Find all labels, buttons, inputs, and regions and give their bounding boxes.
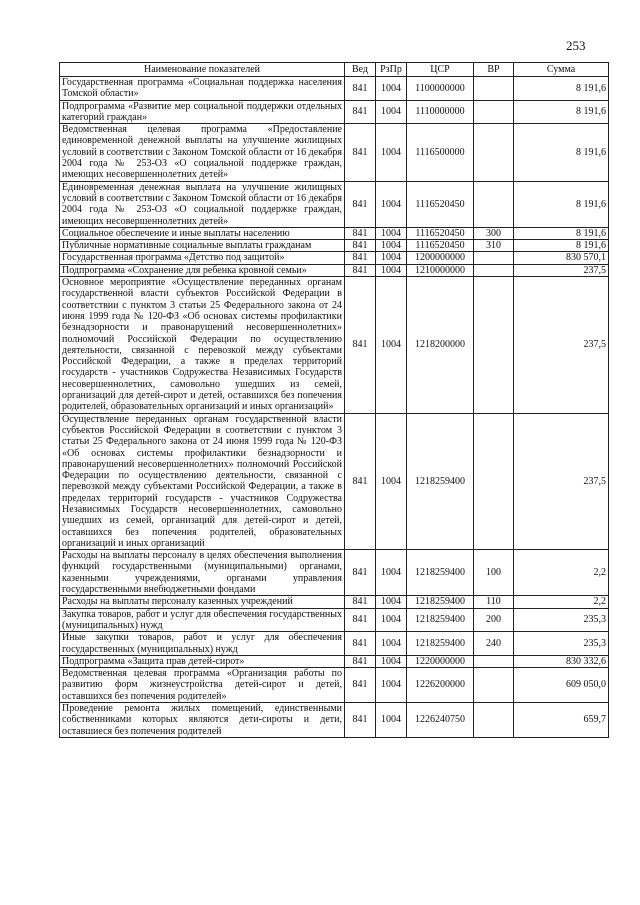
cell-vr: 310 [474,240,514,252]
cell-ved: 841 [345,181,376,227]
cell-csr: 1200000000 [407,252,474,264]
cell-ved: 841 [345,227,376,239]
table-row [60,703,609,738]
cell-vr [474,655,514,667]
table-row [60,668,609,703]
cell-csr: 1218259400 [407,550,474,596]
budget-table [59,62,609,738]
cell-rzpr: 1004 [376,77,407,101]
cell-sum: 8 191,6 [514,240,609,252]
cell-name: Государственная программа «Детство под защитой» [60,252,345,264]
cell-sum: 2,2 [514,550,609,596]
cell-rzpr: 1004 [376,264,407,276]
table-row [60,550,609,596]
cell-vr [474,264,514,276]
cell-name: Расходы на выплаты персоналу в целях обеспечения выполнения функций государственными (муниципальными) органами, казенными учреждениями, органами управления государственными внебюджетными фондами [60,550,345,596]
cell-name: Закупка товаров, работ и услуг для обеспечения государственных (муниципальных) нужд [60,608,345,632]
cell-name: Проведение ремонта жилых помещений, единственными собственниками которых являются дети-сироты и дети, оставшиеся без попечения родителей [60,703,345,738]
page-number: 253 [566,38,586,53]
cell-vr: 300 [474,227,514,239]
cell-name: Подпрограмма «Сохранение для ребенка кровной семьи» [60,264,345,276]
cell-csr: 1226200000 [407,668,474,703]
cell-rzpr: 1004 [376,608,407,632]
cell-ved: 841 [345,703,376,738]
cell-sum: 8 191,6 [514,227,609,239]
cell-rzpr: 1004 [376,632,407,656]
cell-sum: 237,5 [514,413,609,550]
table-row [60,77,609,101]
cell-name: Государственная программа «Социальная поддержка населения Томской области» [60,77,345,101]
cell-csr: 1218259400 [407,632,474,656]
column-header-rzpr: РзПр [376,63,407,77]
cell-ved: 841 [345,252,376,264]
cell-sum: 8 191,6 [514,124,609,181]
table-row [60,124,609,181]
cell-vr [474,124,514,181]
table-row [60,608,609,632]
cell-ved: 841 [345,632,376,656]
column-header-sum: Сумма [514,63,609,77]
table-row [60,240,609,252]
cell-vr: 100 [474,550,514,596]
cell-vr [474,277,514,414]
cell-ved: 841 [345,240,376,252]
table-row [60,227,609,239]
cell-name: Осуществление переданных органам государственной власти субъектов Российской Федерации в соответствии с пунктом 3 статьи 25 Федерального закона от 24 июня 1999 года № 120-ФЗ «Об основах системы профилактики безнадзорности и правонарушений несовершеннолетних» полномочий Российской Федерации по осуществлению деятельности, связанной с перевозкой между субъектами Российской Федерации, а также в пределах территорий государств - участников Содружества Независимых Государств несовершеннолетних, самовольно ушедших из семей, организаций для детей-сирот и детей, оставшихся без попечения родителей, образовательных организаций и иных организаций [60,413,345,550]
cell-vr [474,703,514,738]
cell-sum: 235,3 [514,632,609,656]
table-body [60,77,609,738]
cell-sum: 830 332,6 [514,655,609,667]
table-row [60,277,609,414]
table-row [60,264,609,276]
cell-ved: 841 [345,655,376,667]
cell-csr: 1218259400 [407,608,474,632]
cell-csr: 1218259400 [407,596,474,608]
table-row [60,181,609,227]
cell-csr: 1226240750 [407,703,474,738]
cell-vr [474,252,514,264]
cell-name: Подпрограмма «Развитие мер социальной поддержки отдельных категорий граждан» [60,100,345,124]
cell-name: Социальное обеспечение и иные выплаты населению [60,227,345,239]
cell-csr: 1116520450 [407,181,474,227]
cell-csr: 1110000000 [407,100,474,124]
cell-ved: 841 [345,264,376,276]
cell-csr: 1116520450 [407,240,474,252]
cell-sum: 237,5 [514,277,609,414]
cell-ved: 841 [345,413,376,550]
cell-name: Ведомственная целевая программа «Предоставление единовременной денежной выплаты на улучшение жилищных условий в соответствии с Законом Томской области от 16 декабря 2004 года № 253-ОЗ «О социальной поддержке граждан, имеющих несовершеннолетних детей» [60,124,345,181]
column-header-name: Наименование показателей [60,63,345,77]
cell-ved: 841 [345,77,376,101]
column-header-vr: ВР [474,63,514,77]
cell-vr [474,668,514,703]
cell-ved: 841 [345,124,376,181]
cell-sum: 237,5 [514,264,609,276]
cell-name: Основное мероприятие «Осуществление переданных органам государственной власти субъектов Российской Федерации в соответствии с пунктом 3 статьи 25 Федерального закона от 24 июня 1999 года № 120-ФЗ «Об основах системы профилактики безнадзорности и правонарушений несовершеннолетних» полномочий Российской Федерации по осуществлению деятельности, связанной с перевозкой между субъектами Российской Федерации, а также в пределах территорий государств - участников Содружества Независимых Государств несовершеннолетних, самовольно ушедших из семей, организаций для детей-сирот и детей, оставшихся без попечения родителей, образовательных организаций и иных организаций» [60,277,345,414]
table-header-row [60,63,609,77]
cell-sum: 830 570,1 [514,252,609,264]
cell-vr [474,181,514,227]
table-row [60,655,609,667]
cell-name: Ведомственная целевая программа «Организация работы по развитию форм жизнеустройства детей-сирот и детей, оставшихся без попечения родителей» [60,668,345,703]
cell-sum: 659,7 [514,703,609,738]
cell-rzpr: 1004 [376,227,407,239]
cell-vr [474,77,514,101]
cell-sum: 8 191,6 [514,100,609,124]
cell-rzpr: 1004 [376,596,407,608]
cell-rzpr: 1004 [376,703,407,738]
cell-rzpr: 1004 [376,124,407,181]
cell-csr: 1210000000 [407,264,474,276]
cell-vr [474,413,514,550]
table-row [60,632,609,656]
cell-csr: 1220000000 [407,655,474,667]
cell-rzpr: 1004 [376,181,407,227]
table-row [60,252,609,264]
cell-rzpr: 1004 [376,668,407,703]
cell-sum: 235,3 [514,608,609,632]
cell-sum: 2,2 [514,596,609,608]
cell-rzpr: 1004 [376,655,407,667]
cell-rzpr: 1004 [376,252,407,264]
cell-csr: 1116500000 [407,124,474,181]
cell-name: Расходы на выплаты персоналу казенных учреждений [60,596,345,608]
cell-sum: 609 050,0 [514,668,609,703]
cell-ved: 841 [345,608,376,632]
cell-ved: 841 [345,596,376,608]
column-header-csr: ЦСР [407,63,474,77]
cell-csr: 1116520450 [407,227,474,239]
table-row [60,413,609,550]
cell-rzpr: 1004 [376,240,407,252]
cell-csr: 1218259400 [407,413,474,550]
cell-ved: 841 [345,100,376,124]
cell-csr: 1218200000 [407,277,474,414]
column-header-ved: Вед [345,63,376,77]
cell-ved: 841 [345,550,376,596]
cell-vr: 200 [474,608,514,632]
cell-name: Публичные нормативные социальные выплаты гражданам [60,240,345,252]
table-row [60,596,609,608]
cell-name: Подпрограмма «Защита прав детей-сирот» [60,655,345,667]
cell-vr [474,100,514,124]
cell-name: Единовременная денежная выплата на улучшение жилищных условий в соответствии с Законом Томской области от 16 декабря 2004 года № 253-ОЗ «О социальной поддержке граждан, имеющих несовершеннолетних детей» [60,181,345,227]
cell-ved: 841 [345,277,376,414]
table-row [60,100,609,124]
cell-sum: 8 191,6 [514,77,609,101]
cell-vr: 110 [474,596,514,608]
cell-rzpr: 1004 [376,413,407,550]
cell-vr: 240 [474,632,514,656]
cell-rzpr: 1004 [376,277,407,414]
cell-rzpr: 1004 [376,550,407,596]
cell-csr: 1100000000 [407,77,474,101]
cell-name: Иные закупки товаров, работ и услуг для обеспечения государственных (муниципальных) нужд [60,632,345,656]
cell-rzpr: 1004 [376,100,407,124]
cell-ved: 841 [345,668,376,703]
cell-sum: 8 191,6 [514,181,609,227]
